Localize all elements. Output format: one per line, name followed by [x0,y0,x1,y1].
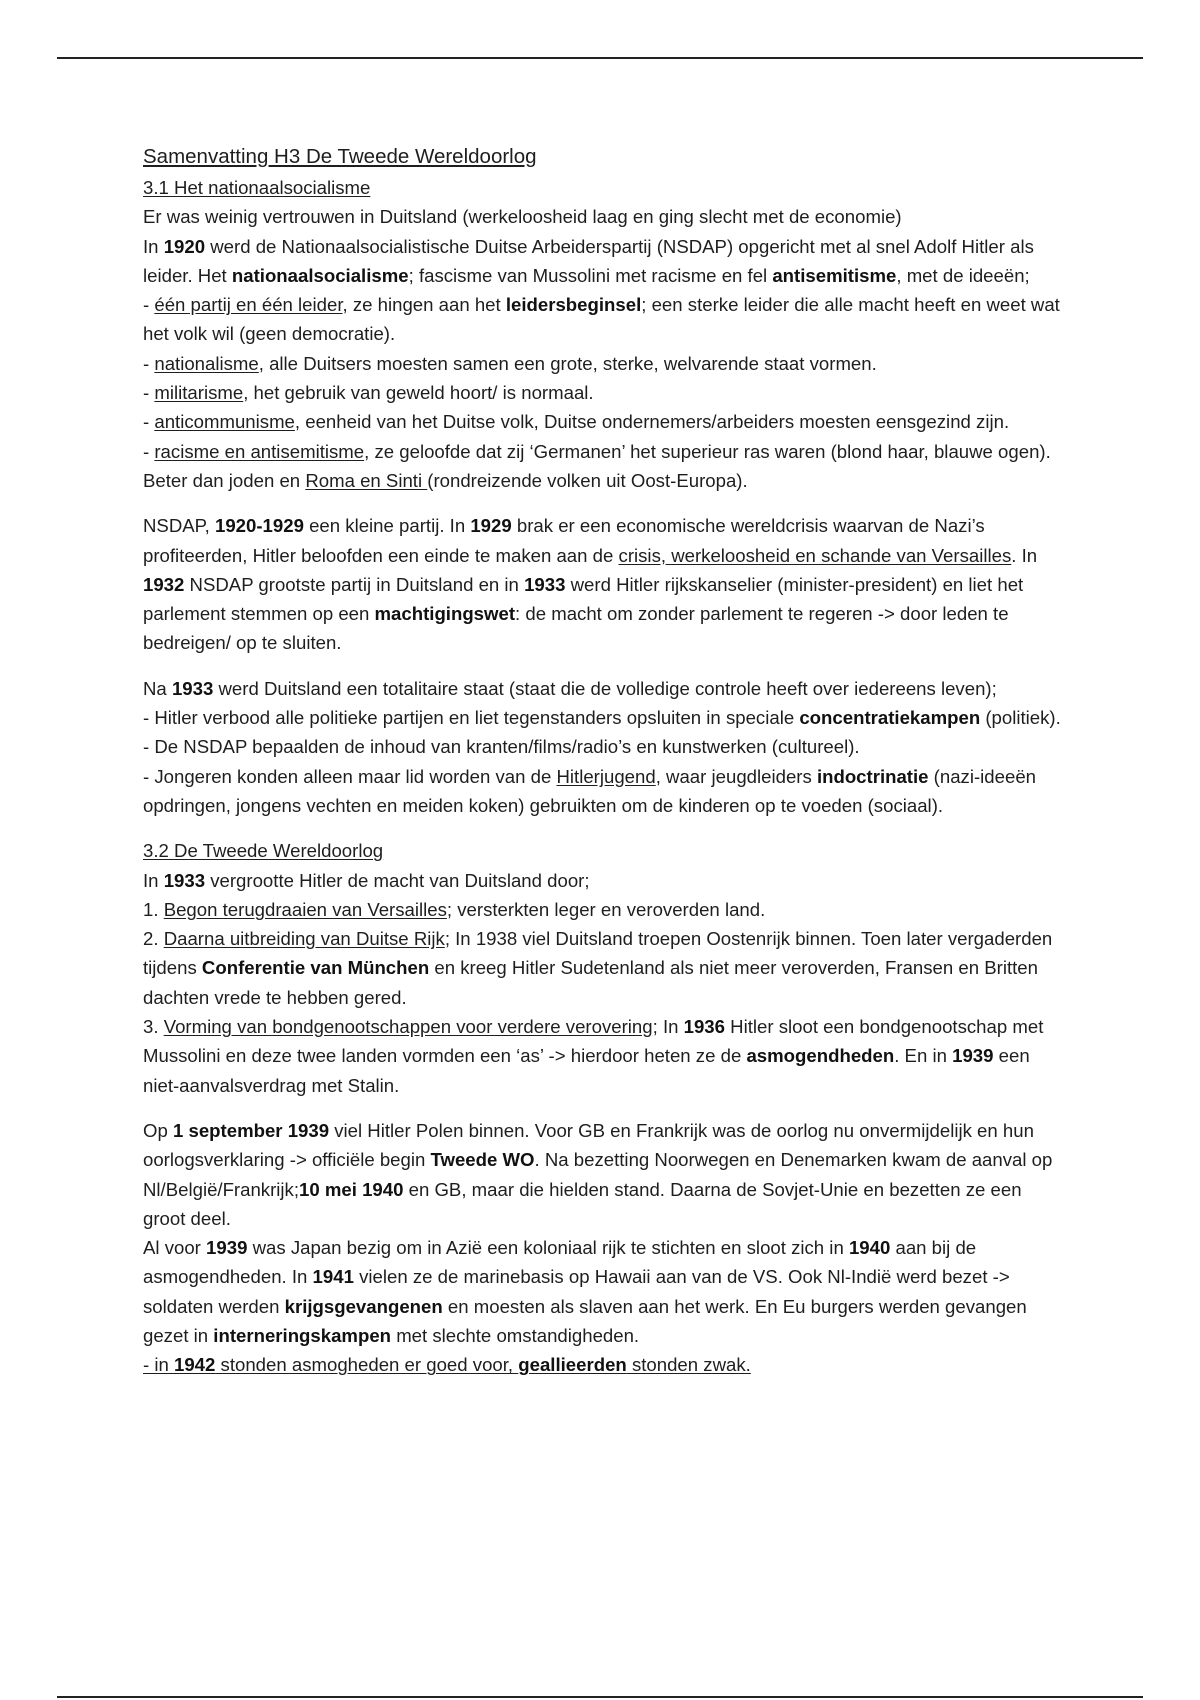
nsdap-rise-paragraph: NSDAP, 1920-1929 een kleine partij. In 1929 brak er een economische wereldcrisis waarvan de Nazi’s profiteerden, Hitler beloofden een einde te maken aan de crisis, werkeloosheid en schande van Versailles. In 1932 NSDAP grootste partij in Duitsland en in 1933 werd Hitler rijkskanselier (minister-president) en liet het parlement stemmen op een machtigingswet: de macht om zonder parlement te regeren -> door leden te bedreigen/ op te sluiten. [143,515,1038,654]
ideology-bullet: - anticommunisme, eenheid van het Duitse volk, Duitse ondernemers/arbeiders moesten eensgezind zijn. [143,411,1010,433]
intro-paragraph-1: Er was weinig vertrouwen in Duitsland (werkeloosheid laag en ging slecht met de economie) [143,206,902,228]
header-rule [57,57,1143,59]
ideology-bullet: - militarisme, het gebruik van geweld hoort/ is normaal. [143,382,594,404]
totalitarian-item: - Jongeren konden alleen maar lid worden van de Hitlerjugend, waar jeugdleiders indoctrinatie (nazi-ideeën opdringen, jongens vechten en meiden koken) gebruikten om de kinderen op te voeden (sociaal). [143,765,1037,816]
ideology-bullet: - één partij en één leider, ze hingen aan het leidersbeginsel; een sterke leider die alle macht heeft en weet wat het volk wil (geen democratie). [143,294,1060,345]
japan-paragraph: Al voor 1939 was Japan bezig om in Azië een koloniaal rijk te stichten en sloot zich in 1940 aan bij de asmogendheden. In 1941 vielen ze de marinebasis op Hawaii aan van de VS. Ook Nl-Indië werd bezet -> soldaten werden krijgsgevangenen en moesten als slaven aan het werk. En Eu burgers werden gevangen gezet in interneringskampen met slechte omstandigheden. [143,1237,1027,1346]
totalitarian-item: - Hitler verbood alle politieke partijen en liet tegenstanders opsluiten in speciale concentratiekampen (politiek). [143,707,1061,729]
expansion-step: 2. Daarna uitbreiding van Duitse Rijk; In 1938 viel Duitsland troepen Oostenrijk binnen. Toen later vergaderden tijdens Conferentie van München en kreeg Hitler Sudetenland als niet meer veroverden, Fransen en Britten dachten vrede te hebben gered. [143,928,1053,1008]
expansion-step: 1. Begon terugdraaien van Versailles; versterkten leger en veroverden land. [143,898,766,920]
final-note: - in 1942 stonden asmogheden er goed voor, geallieerden stonden zwak. [143,1354,751,1376]
totalitarian-item: - De NSDAP bepaalden de inhoud van kranten/films/radio’s en kunstwerken (cultureel). [143,736,860,758]
intro-paragraph-2: In 1920 werd de Nationaalsocialistische Duitse Arbeiderspartij (NSDAP) opgericht met al snel Adolf Hitler als leider. Het nationaalsocialisme; fascisme van Mussolini met racisme en fel antisemitisme, met de ideeën; [143,235,1034,286]
expansion-step: 3. Vorming van bondgenootschappen voor verdere verovering; In 1936 Hitler sloot een bondgenootschap met Mussolini en deze twee landen vormden een ‘as’ -> hierdoor heten ze de asmogendheden. En in 1939 een niet-aanvalsverdrag met Stalin. [143,1016,1044,1096]
ideology-bullet: - racisme en antisemitisme, ze geloofde dat zij ‘Germanen’ het superieur ras waren (blond haar, blauwe ogen). Beter dan joden en Roma en Sinti (rondreizende volken uit Oost-Europa). [143,440,1051,491]
section-heading-3-1: 3.1 Het nationaalsocialisme [143,177,371,198]
section2-intro: In 1933 vergrootte Hitler de macht van Duitsland door; [143,869,590,891]
document-title: Samenvatting H3 De Tweede Wereldoorlog [143,145,537,168]
footer-rule [57,1696,1143,1698]
document-body [143,142,1068,1380]
ideology-bullet: - nationalisme, alle Duitsers moesten samen een grote, sterke, welvarende staat vormen. [143,352,877,374]
section-heading-3-2: 3.2 De Tweede Wereldoorlog [143,840,384,862]
war-start-paragraph: Op 1 september 1939 viel Hitler Polen binnen. Voor GB en Frankrijk was de oorlog nu onvermijdelijk en hun oorlogsverklaring -> officiële begin Tweede WO. Na bezetting Noorwegen en Denemarken kwam de aanval op Nl/België/Frankrijk;10 mei 1940 en GB, maar die hielden stand. Daarna de Sovjet-Unie en bezetten ze een groot deel. [143,1119,1053,1229]
totalitarian-state-paragraph: Na 1933 werd Duitsland een totalitaire staat (staat die de volledige controle heeft over iedereens leven); [143,677,997,699]
